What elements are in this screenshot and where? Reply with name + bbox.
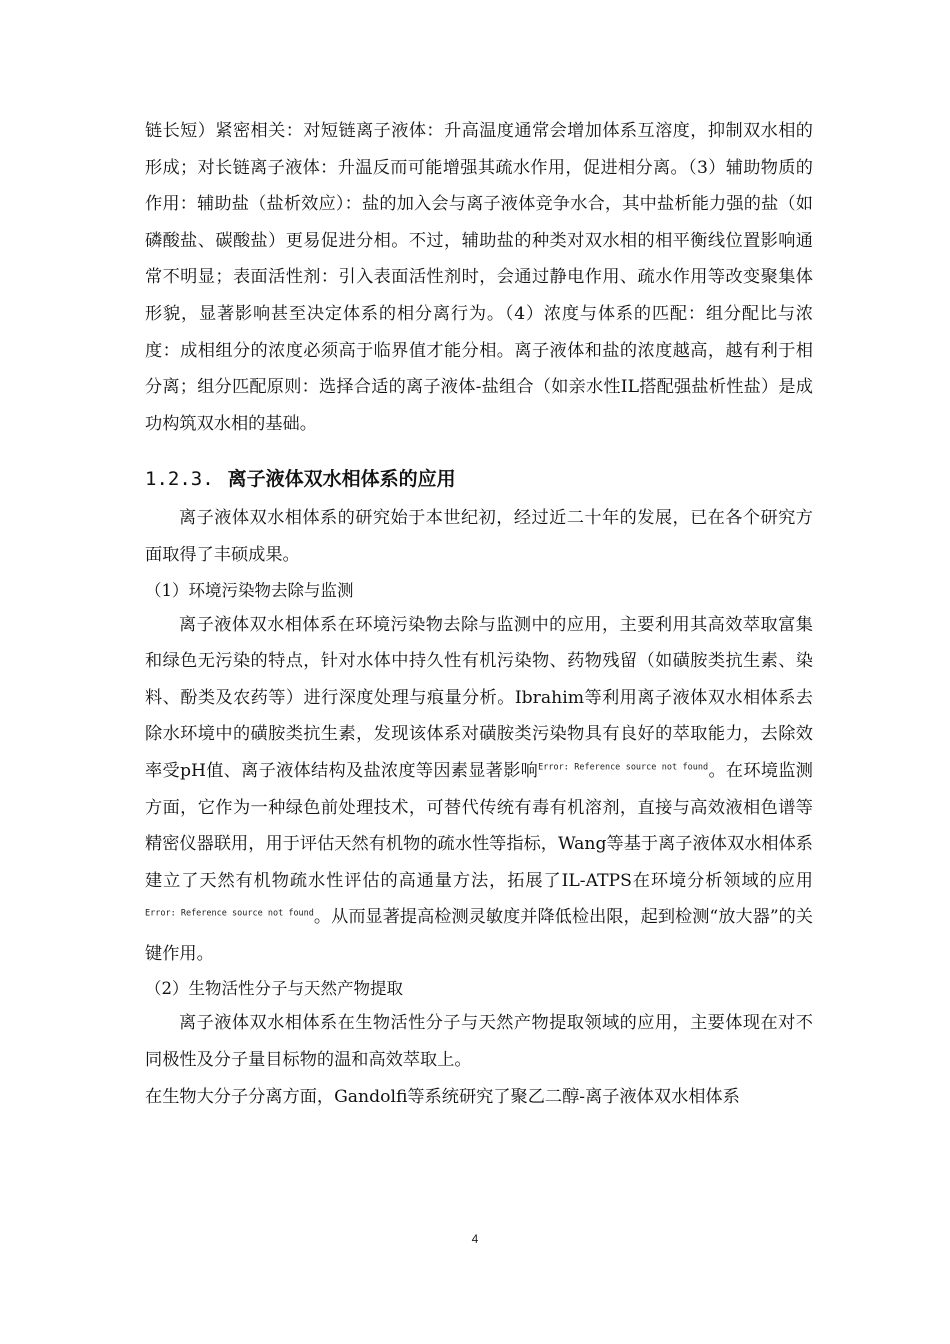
section-title: 离子液体双水相体系的应用 — [227, 468, 456, 491]
subheading-bioactive: （2）生物活性分子与天然产物提取 — [145, 979, 403, 999]
environment-text-part2: 。在环境监测方面，它作为一种绿色前处理技术，可替代传统有毒有机溶剂，直接与高效液相色谱等精密仪器联用，用于评估天然有机物的疏水性等指标，Wang等基于离子液体双水相体系建立了天然有机物疏水性评估的高通量方法，拓展了IL-ATPS在环境分析领域的应用 — [145, 760, 813, 891]
section-number: 1.2.3. — [145, 468, 214, 491]
paragraph-intro: 离子液体双水相体系的研究始于本世纪初，经过近二十年的发展，已在各个研究方面取得了丰硕成果。 — [145, 508, 813, 565]
section-heading — [145, 464, 813, 494]
subheading-environment: （1）环境污染物去除与监测 — [145, 580, 354, 600]
environment-text-part3: 。从而显著提高检测灵敏度并降低检出限，起到检测“放大器”的关键作用。 — [145, 907, 813, 964]
page-content — [145, 113, 813, 1115]
citation-error-2: Error: Reference source not found — [145, 908, 314, 919]
paragraph-environment — [145, 607, 813, 973]
paragraph-bioactive: 离子液体双水相体系在生物活性分子与天然产物提取领域的应用，主要体现在对不同极性及分子量目标物的温和高效萃取上。 — [145, 1013, 813, 1071]
environment-text-part1: 离子液体双水相体系在环境污染物去除与监测中的应用，主要利用其高效萃取富集和绿色无污染的特点，针对水体中持久性有机污染物、药物残留（如磺胺类抗生素、染料、酚类及农药等）进行深度处理与痕量分析。Ibrahim等利用离子液体双水相体系去除水环境中的磺胺类抗生素，发现该体系对磺胺类污染物具有良好的萃取能力，去除效率受pH值、离子液体结构及盐浓度等因素显著影响 — [145, 614, 813, 781]
paragraph-factors-continued: 链长短）紧密相关：对短链离子液体：升高温度通常会增加体系互溶度，抑制双水相的形成；对长链离子液体：升温反而可能增强其疏水作用，促进相分离。（3）辅助物质的作用：辅助盐（盐析效应）：盐的加入会与离子液体竞争水合，其中盐析能力强的盐（如磷酸盐、碳酸盐）更易促进分相。不过，辅助盐的种类对双水相的相平衡线位置影响通常不明显；表面活性剂：引入表面活性剂时，会通过静电作用、疏水作用等改变聚集体形貌，显著影响甚至决定体系的相分离行为。（4）浓度与体系的匹配：组分配比与浓度：成相组分的浓度必须高于临界值才能分相。离子液体和盐的浓度越高，越有利于相分离；组分匹配原则：选择合适的离子液体-盐组合（如亲水性IL搭配强盐析性盐）是成功构筑双水相的基础。 — [145, 121, 813, 434]
page-number: 4 — [471, 1232, 479, 1246]
paragraph-biomacromolecule: 在生物大分子分离方面，Gandolfi等系统研究了聚乙二醇-离子液体双水相体系 — [145, 1086, 740, 1107]
citation-error-1: Error: Reference source not found — [538, 762, 709, 773]
